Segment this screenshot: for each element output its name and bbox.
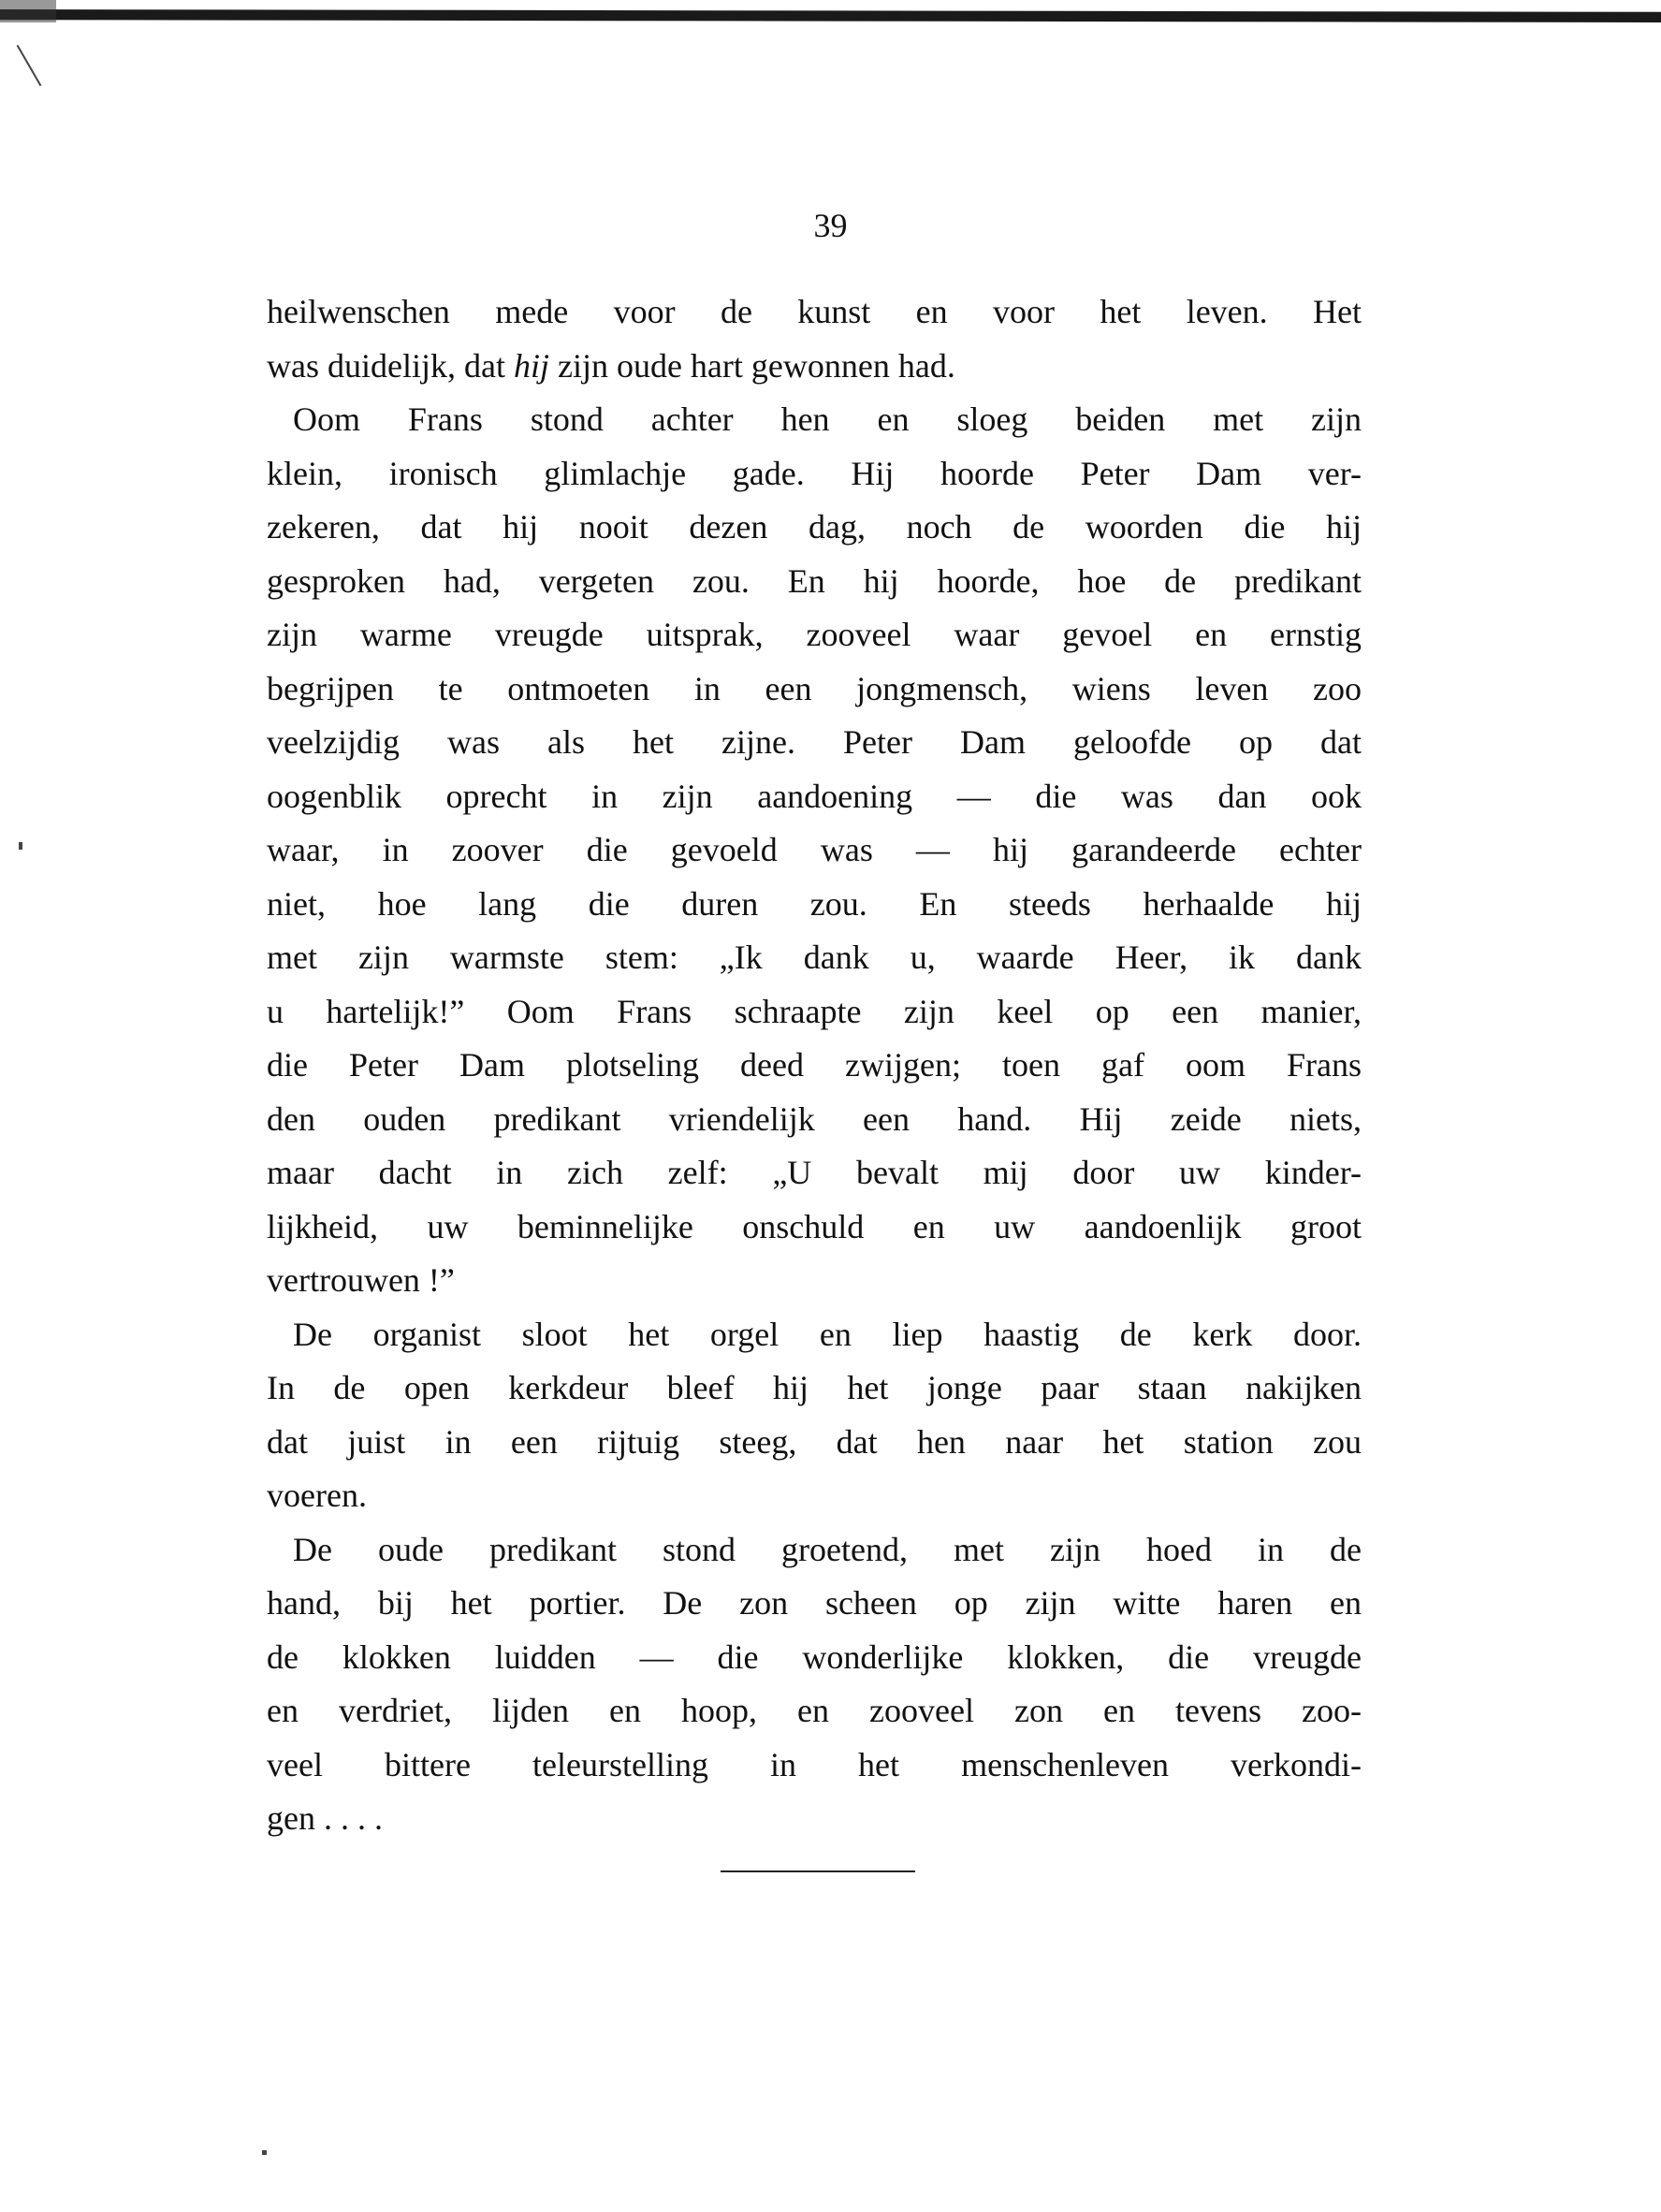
text-line: hand, bij het portier. De zon scheen op zijn witte haren en (267, 1584, 1362, 1622)
text-line: en verdriet, lijden en hoop, en zooveel zon en tevens zoo- (267, 1692, 1362, 1729)
text-line: gen . . . . (267, 1799, 383, 1837)
text-line: zijn warme vreugde uitsprak, zooveel waar gevoel en ernstig (267, 616, 1362, 653)
text-line: met zijn warmste stem: „Ik dank u, waarde Heer, ik dank (267, 939, 1362, 976)
scan-mark (262, 2150, 267, 2155)
text-line: Oom Frans stond achter hen en sloeg beiden met zijn (293, 400, 1362, 438)
text-segment: zijn oude hart gewonnen had. (548, 346, 955, 385)
text-line: zekeren, dat hij nooit dezen dag, noch de woorden die hij (267, 508, 1362, 546)
text-line: veelzijdig was als het zijne. Peter Dam geloofde op dat (267, 723, 1362, 761)
scan-edge-shadow (0, 0, 56, 22)
text-line: heilwenschen mede voor de kunst en voor het leven. Het (267, 293, 1362, 330)
text-line: waar, in zoover die gevoeld was — hij garandeerde echter (267, 831, 1362, 868)
text-line: veel bittere teleurstelling in het menschenleven verkondi- (267, 1745, 1362, 1783)
text-line: den ouden predikant vriendelijk een hand. Hij zeide niets, (267, 1099, 1362, 1138)
text-line: die Peter Dam plotseling deed zwijgen; toen gaf oom Frans (267, 1046, 1362, 1084)
text-line: De oude predikant stond groetend, met zijn hoed in de (293, 1530, 1362, 1568)
text-line: gesproken had, vergeten zou. En hij hoorde, hoe de predikant (267, 561, 1362, 600)
scan-mark (17, 45, 42, 86)
text-line: maar dacht in zich zelf: „U bevalt mij door uw kinder- (267, 1154, 1362, 1191)
section-end-rule (721, 1870, 915, 1872)
text-line: de klokken luidden — die wonderlijke klokken, die vreugde (267, 1637, 1362, 1676)
text-line: voeren. (267, 1477, 367, 1514)
text-line: In de open kerkdeur bleef hij het jonge paar staan nakijken (267, 1369, 1362, 1406)
text-line: niet, hoe lang die duren zou. En steeds herhaalde hij (267, 884, 1362, 923)
page-body-text (267, 285, 1362, 1846)
text-line: begrijpen te ontmoeten in een jongmensch, wiens leven zoo (267, 669, 1362, 707)
scan-edge-bar (0, 9, 1661, 22)
italic-emphasis: hij (513, 346, 549, 385)
text-line: vertrouwen !” (267, 1261, 455, 1299)
text-line: klein, ironisch glimlachje gade. Hij hoorde Peter Dam ver- (267, 454, 1362, 492)
text-segment: was duidelijk, dat (267, 346, 514, 385)
text-line (267, 340, 1362, 394)
text-line: oogenblik oprecht in zijn aandoening — die was dan ook (267, 777, 1362, 815)
text-line: lijkheid, uw beminnelijke onschuld en uw aandoenlijk groot (267, 1207, 1362, 1245)
text-line: De organist sloot het orgel en liep haastig de kerk door. (293, 1315, 1362, 1353)
page-number: 39 (813, 207, 848, 244)
text-line: u hartelijk!” Oom Frans schraapte zijn keel op een manier, (267, 992, 1362, 1030)
text-line: dat juist in een rijtuig steeg, dat hen naar het station zou (267, 1422, 1362, 1461)
scan-mark (19, 842, 22, 850)
